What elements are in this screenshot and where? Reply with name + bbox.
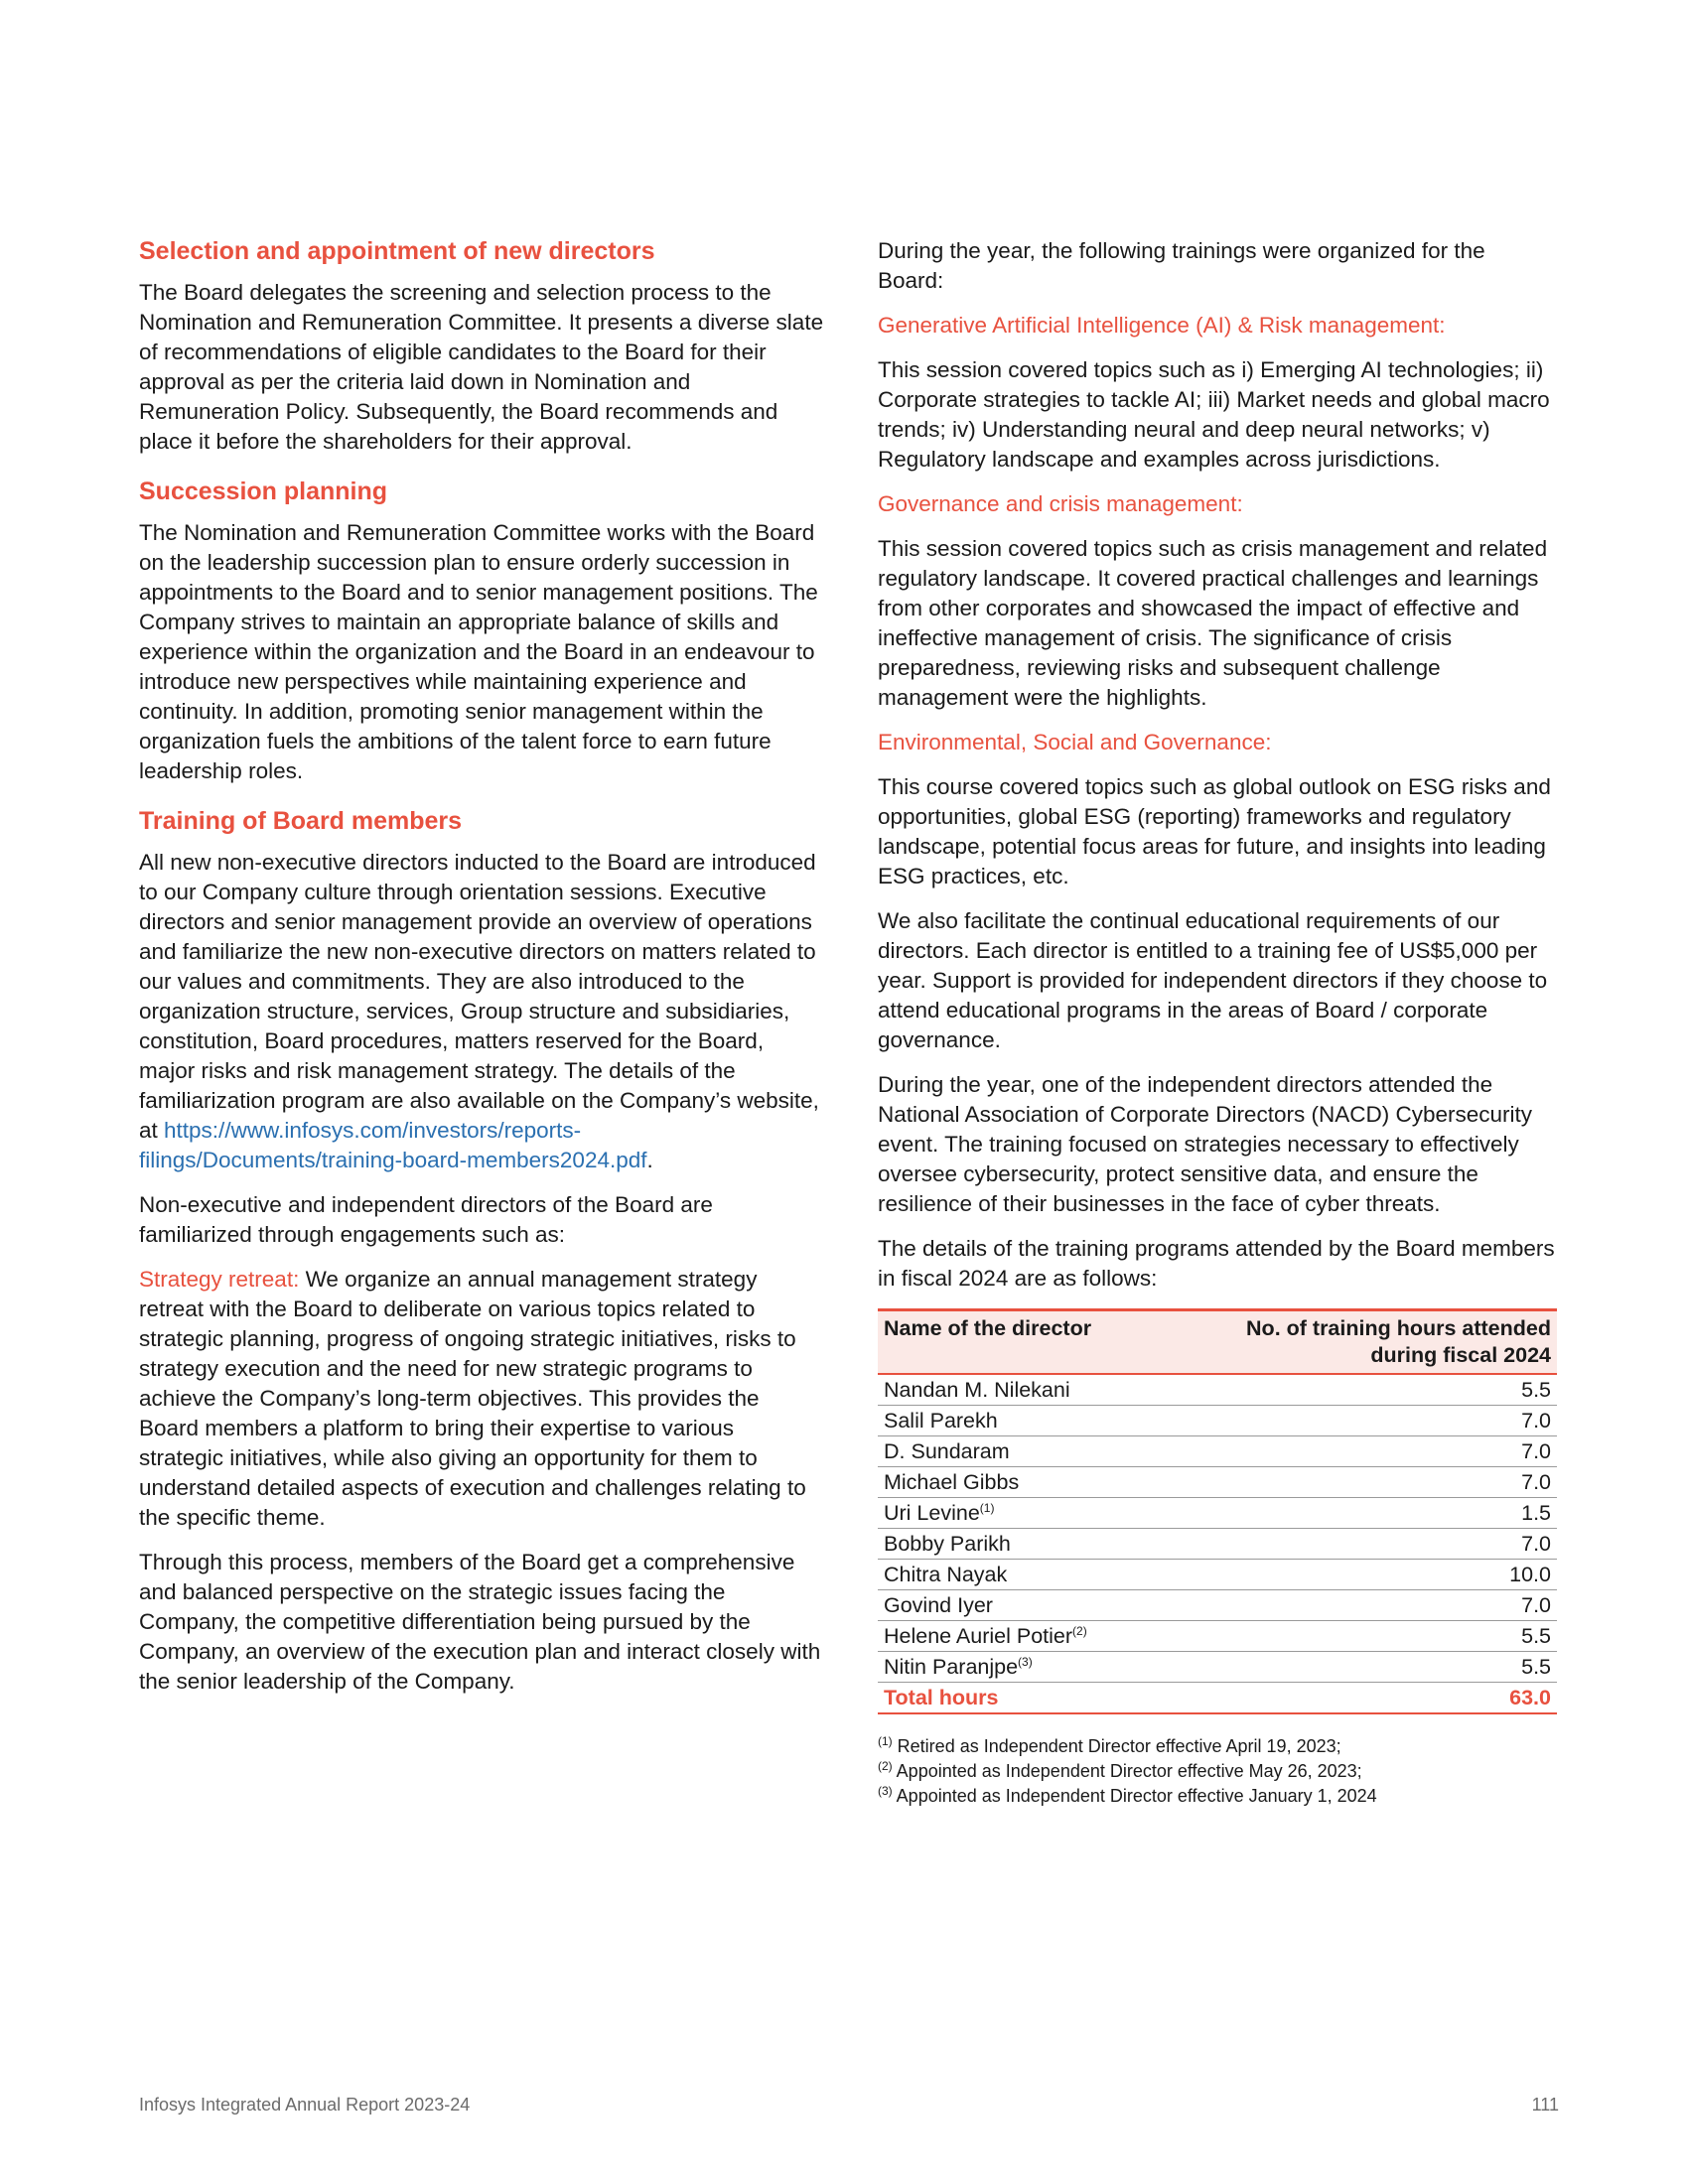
section-selection: [139, 236, 824, 457]
training-hours: 5.5: [1207, 1652, 1557, 1683]
link-period: .: [646, 1148, 653, 1172]
training-hours: 7.0: [1207, 1529, 1557, 1560]
heading-succession: Succession planning: [139, 478, 388, 505]
director-name: Bobby Parikh: [878, 1529, 1207, 1560]
table-row: [878, 1374, 1557, 1406]
right-column: [878, 236, 1557, 1809]
training-hours: 7.0: [1207, 1436, 1557, 1467]
table-row: [878, 1467, 1557, 1498]
director-name: Chitra Nayak: [878, 1560, 1207, 1590]
table-row: [878, 1498, 1557, 1529]
paragraph-nacd: During the year, one of the independent directors attended the National Association of Corporate Directors (NACD) Cybersecurity event. The training focused on strategies necessary to effectively oversee cybersecurity, protect sensitive data, and ensure the resilience of their businesses in the face of cyber threats.: [878, 1072, 1532, 1216]
training-esg-title: Environmental, Social and Governance:: [878, 730, 1272, 754]
training-hours: 7.0: [1207, 1590, 1557, 1621]
paragraph-orientation: [139, 848, 824, 1175]
trainings-intro: During the year, the following trainings were organized for the Board:: [878, 238, 1485, 293]
director-name: Michael Gibbs: [878, 1467, 1207, 1498]
table-header-row: [878, 1310, 1557, 1375]
paragraph-strategy-retreat: [139, 1265, 824, 1533]
table-row: [878, 1560, 1557, 1590]
director-name: Helene Auriel Potier$^{(2)}$: [878, 1621, 1207, 1652]
section-training: [139, 806, 824, 1697]
left-column: [139, 236, 824, 1716]
training-hours: 7.0: [1207, 1467, 1557, 1498]
table-row: [878, 1652, 1557, 1683]
footer-report-title: Infosys Integrated Annual Report 2023-24: [139, 2095, 471, 2115]
total-label: Total hours: [878, 1683, 1207, 1714]
director-name: Nandan M. Nilekani: [878, 1374, 1207, 1406]
paragraph-process: Through this process, members of the Board get a comprehensive and balanced perspective on the strategic issues facing the Company, the competitive differentiation being pursued by the Company, an overview of the execution plan and interact closely with the senior leadership of the Company.: [139, 1550, 821, 1694]
table-row: [878, 1406, 1557, 1436]
director-name: Salil Parekh: [878, 1406, 1207, 1436]
training-hours: 5.5: [1207, 1621, 1557, 1652]
strategy-retreat-text: We organize an annual management strategy retreat with the Board to deliberate on various topics related to strategic planning, progress of ongoing strategic initiatives, risks to strategy execution and the need for new strategic programs to achieve the Company’s long-term objectives. This provides the Board members a platform to bring their expertise to various strategic initiatives, while also giving an opportunity for them to understand detailed aspects of execution and challenges relating to the specific theme.: [139, 1267, 806, 1530]
director-name: Nitin Paranjpe$^{(3)}$: [878, 1652, 1207, 1683]
training-ai-body: This session covered topics such as i) Emerging AI technologies; ii) Corporate strategies to tackle AI; iii) Market needs and global macro trends; iv) Understanding neural and deep neural networks; v) Regulatory landscape and examples across jurisdictions.: [878, 357, 1550, 472]
paragraph-succession: The Nomination and Remuneration Committee works with the Board on the leadership succession plan to ensure orderly succession in appointments to the Board and to senior management positions. The Company strives to maintain an appropriate balance of skills and experience within the organization and the Board in an endeavour to introduce new perspectives while maintaining experience and continuity. In addition, promoting senior management within the organization fuels the ambitions of the talent force to earn future leadership roles.: [139, 520, 818, 783]
training-governance-title: Governance and crisis management:: [878, 491, 1243, 516]
training-hours-table: [878, 1308, 1557, 1714]
footnote: $^{(1)}$ Retired as Independent Director effective April 19, 2023;: [878, 1734, 1341, 1756]
training-hours: 10.0: [1207, 1560, 1557, 1590]
table-row: [878, 1621, 1557, 1652]
training-hours: 5.5: [1207, 1374, 1557, 1406]
director-name: D. Sundaram: [878, 1436, 1207, 1467]
column-header-hours: No. of training hours attended during fiscal 2024: [1246, 1316, 1551, 1367]
director-name: Govind Iyer: [878, 1590, 1207, 1621]
section-succession: [139, 477, 824, 786]
paragraph-table-intro: The details of the training programs attended by the Board members in fiscal 2024 are as follows:: [878, 1236, 1555, 1291]
page-number: 111: [1531, 2095, 1559, 2115]
paragraph-training-fee: We also facilitate the continual educational requirements of our directors. Each director is entitled to a training fee of US$5,000 per year. Support is provided for independent directors if they choose to attend educational programs in the areas of Board / corporate governance.: [878, 908, 1548, 1052]
table-row: [878, 1529, 1557, 1560]
familiarization-link[interactable]: https://www.infosys.com/investors/reports-filings/Documents/training-board-members2024.pdf: [139, 1118, 647, 1172]
column-header-director: Name of the director: [884, 1316, 1092, 1340]
director-name: Uri Levine$^{(1)}$: [878, 1498, 1207, 1529]
heading-selection: Selection and appointment of new directors: [139, 237, 655, 265]
training-hours: 1.5: [1207, 1498, 1557, 1529]
table-footnotes: [878, 1734, 1557, 1809]
strategy-retreat-label: Strategy retreat:: [139, 1267, 300, 1292]
paragraph-selection: The Board delegates the screening and selection process to the Nomination and Remuneration Committee. It presents a diverse slate of recommendations of eligible candidates to the Board for their approval as per the criteria laid down in Nomination and Remuneration Policy. Subsequently, the Board recommends and place it before the shareholders for their approval.: [139, 280, 824, 454]
table-row: [878, 1436, 1557, 1467]
footnote: $^{(3)}$ Appointed as Independent Director effective January 1, 2024: [878, 1784, 1377, 1806]
table-row: [878, 1590, 1557, 1621]
training-esg-body: This course covered topics such as global outlook on ESG risks and opportunities, global ESG (reporting) frameworks and regulatory landscape, potential focus areas for future, and insights into leading ESG practices, etc.: [878, 774, 1551, 888]
training-governance-body: This session covered topics such as crisis management and related regulatory landscape. It covered practical challenges and learnings from other corporates and showcased the impact of effective and ineffective management of crisis. The significance of crisis preparedness, reviewing risks and subsequent challenge management were the highlights.: [878, 536, 1548, 710]
table-total-row: [878, 1683, 1557, 1714]
orientation-text: All new non-executive directors inducted to the Board are introduced to our Company culture through orientation sessions. Executive directors and senior management provide an overview of operations and familiarize the new non-executive directors on matters related to our values and commitments. They are also introduced to the organization structure, services, Group structure and subsidiaries, constitution, Board procedures, matters reserved for the Board, major risks and risk management strategy. The details of the familiarization program are also available on the Company’s website, at: [139, 850, 819, 1143]
heading-training: Training of Board members: [139, 807, 463, 835]
paragraph-engagements: Non-executive and independent directors of the Board are familiarized through engagements such as:: [139, 1192, 713, 1247]
total-value: 63.0: [1207, 1683, 1557, 1714]
training-hours: 7.0: [1207, 1406, 1557, 1436]
training-ai-title: Generative Artificial Intelligence (AI) & Risk management:: [878, 313, 1446, 338]
footnote: $^{(2)}$ Appointed as Independent Director effective May 26, 2023;: [878, 1759, 1362, 1781]
